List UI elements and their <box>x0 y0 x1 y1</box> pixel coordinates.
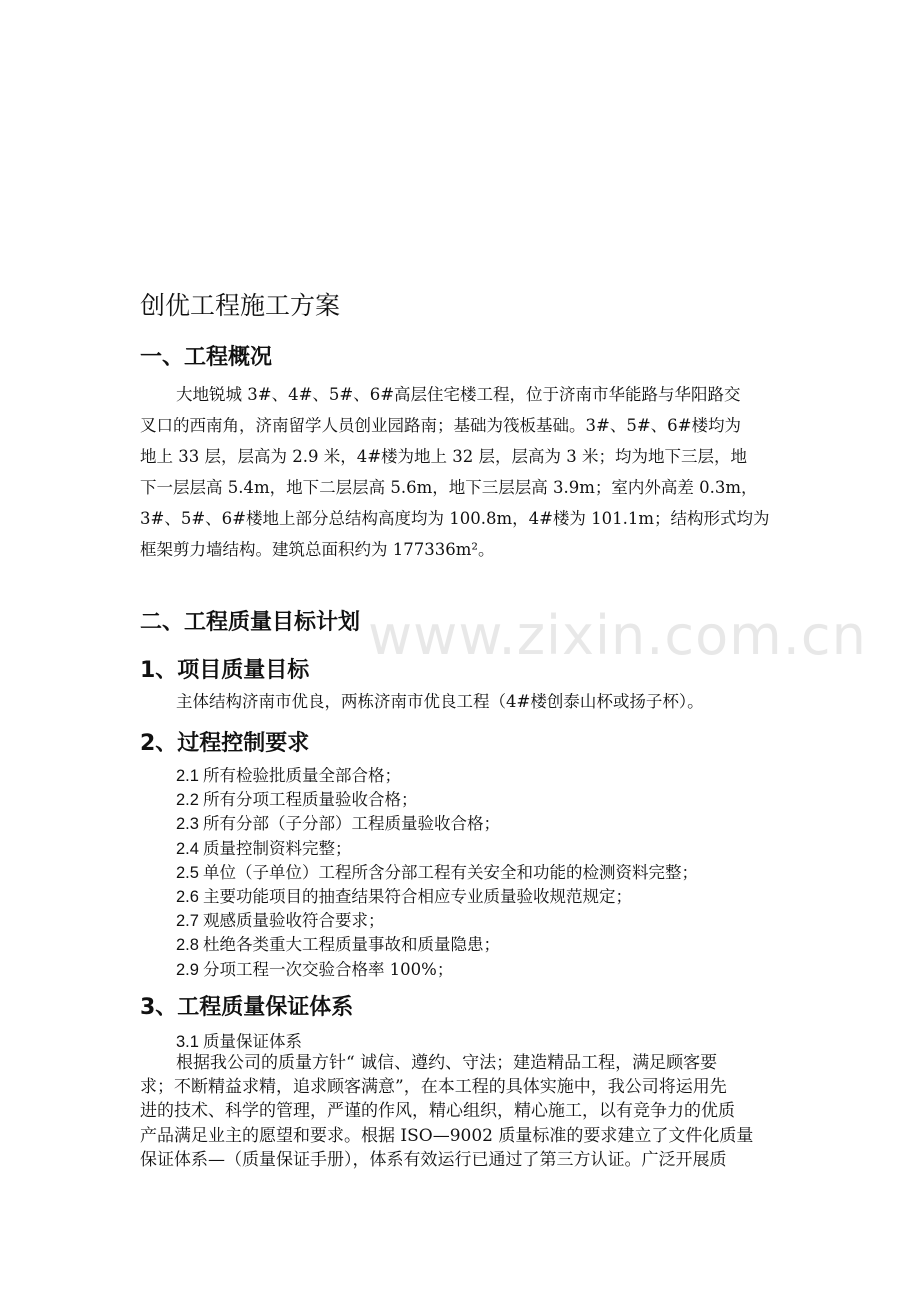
subsection-title: 质量保证体系 <box>202 1032 302 1051</box>
paragraph-line: 叉口的西南角，济南留学人员创业园路南；基础为筏板基础。3#、5#、6#楼均为 <box>140 416 741 435</box>
item-text: 单位（子单位）工程所含分部工程有关安全和功能的检测资料完整； <box>202 862 698 882</box>
paragraph-line: 求；不断精益求精，追求顾客满意”，在本工程的具体实施中，我公司将运用先 <box>140 1077 727 1098</box>
item-number: 2.3 <box>176 815 199 834</box>
section-heading-quality-plan: 二、工程质量目标计划 <box>140 610 361 635</box>
item-number: 2.9 <box>176 960 199 979</box>
watermark: www.zixin.com.cn <box>368 604 867 667</box>
paragraph-line: 3#、5#、6#楼地上部分总结构高度均为 100.8m，4#楼为 101.1m；结构形式均为 <box>140 509 770 528</box>
subsection-number: 3.1 <box>176 1033 199 1051</box>
paragraph-line: 进的技术、科学的管理，严谨的作风，精心组织，精心施工，以有竞争力的优质 <box>140 1101 735 1122</box>
item-number: 2.2 <box>176 791 199 810</box>
list-item <box>176 812 698 836</box>
section-heading-process-control: 2、过程控制要求 <box>140 731 310 756</box>
document-title: 创优工程施工方案 <box>140 291 341 320</box>
item-text: 观感质量验收符合要求； <box>202 911 385 931</box>
item-number: 2.7 <box>176 912 199 931</box>
item-number: 2.8 <box>176 936 199 955</box>
list-item <box>176 861 698 885</box>
item-text: 所有分部（子分部）工程质量验收合格； <box>202 814 500 834</box>
list-item <box>176 788 698 812</box>
paragraph-line: 大地锐城 3#、4#、5#、6#高层住宅楼工程，位于济南市华能路与华阳路交 <box>176 385 741 404</box>
section-heading-overview: 一、工程概况 <box>140 345 273 370</box>
section-heading-project-goal: 1、项目质量目标 <box>140 658 310 683</box>
item-text: 主要功能项目的抽查结果符合相应专业质量验收规范规定； <box>202 886 632 906</box>
item-number: 2.1 <box>176 767 199 785</box>
overview-paragraph <box>140 379 782 565</box>
item-text: 分项工程一次交验合格率 100%； <box>202 959 454 979</box>
subsection-heading <box>176 1028 302 1052</box>
paragraph-line: 根据我公司的质量方针“ 诚信、遵约、守法；建造精品工程，满足顾客要 <box>176 1053 718 1073</box>
item-number: 2.6 <box>176 887 199 906</box>
list-item <box>176 885 698 909</box>
item-text: 所有分项工程质量验收合格； <box>202 790 418 810</box>
list-item <box>176 958 698 982</box>
requirements-list <box>176 764 698 982</box>
paragraph-line: 框架剪力墙结构。建筑总面积约为 177336m²。 <box>140 540 495 559</box>
paragraph-line: 下一层层高 5.4m，地下二层层高 5.6m，地下三层层高 3.9m；室内外高差 0.3m， <box>140 478 758 497</box>
item-text: 杜绝各类重大工程质量事故和质量隐患； <box>202 935 500 955</box>
paragraph-line: 保证体系—（质量保证手册），体系有效运行已通过了第三方认证。广泛开展质 <box>140 1149 727 1170</box>
list-item <box>176 764 698 788</box>
list-item <box>176 933 698 957</box>
paragraph-line: 产品满足业主的愿望和要求。根据 ISO—9002 质量标准的要求建立了文件化质量 <box>140 1125 754 1146</box>
quality-assurance-paragraph <box>140 1051 782 1172</box>
project-goal-text: 主体结构济南市优良，两栋济南市优良工程（4#楼创泰山杯或扬子杯）。 <box>176 692 704 711</box>
list-item <box>176 909 698 933</box>
item-text: 质量控制资料完整； <box>202 838 352 858</box>
section-heading-quality-assurance: 3、工程质量保证体系 <box>140 995 354 1020</box>
item-number: 2.5 <box>176 863 199 882</box>
list-item <box>176 837 698 861</box>
paragraph-line: 地上 33 层，层高为 2.9 米，4#楼为地上 32 层，层高为 3 米；均为地下三层，地 <box>140 447 748 466</box>
item-text: 所有检验批质量全部合格； <box>202 766 401 785</box>
item-number: 2.4 <box>176 839 199 858</box>
